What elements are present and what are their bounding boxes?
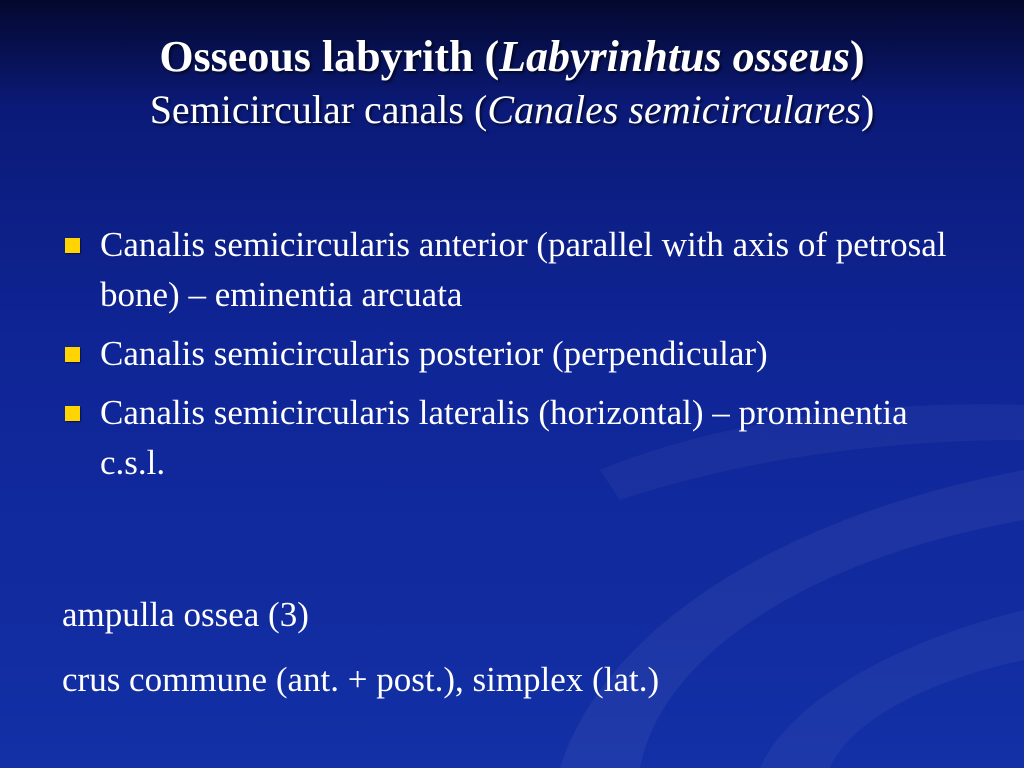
title-line-2-suffix: ) <box>860 87 875 132</box>
title-line-1-latin: Labyrinhtus osseus <box>499 32 851 81</box>
bullet-item <box>62 220 962 320</box>
bullet-text: Canalis semicircularis posterior (perpendicular) <box>100 334 768 373</box>
square-bullet-icon <box>65 406 80 421</box>
title-line-1-suffix: ) <box>850 32 865 81</box>
bullet-text: Canalis semicircularis anterior (parallel with axis of petrosal bone) – eminentia arcuata <box>100 225 947 314</box>
title-line-1 <box>0 30 1024 84</box>
title-line-2-prefix: Semicircular canals ( <box>149 87 488 132</box>
title-line-1-prefix: Osseous labyrith ( <box>159 32 500 81</box>
note-crus: crus commune (ant. + post.), simplex (lat.) <box>62 660 660 699</box>
bullet-item <box>62 388 962 488</box>
square-bullet-icon <box>65 238 80 253</box>
title-line-2-latin: Canales semicirculares <box>487 87 861 132</box>
title-line-2 <box>0 84 1024 136</box>
note-ampulla: ampulla ossea (3) <box>62 595 309 634</box>
square-bullet-icon <box>65 347 80 362</box>
bullet-list <box>62 220 962 497</box>
bullet-item <box>62 329 962 379</box>
bullet-text: Canalis semicircularis lateralis (horizontal) – prominentia c.s.l. <box>100 393 908 482</box>
slide-title <box>0 30 1024 136</box>
